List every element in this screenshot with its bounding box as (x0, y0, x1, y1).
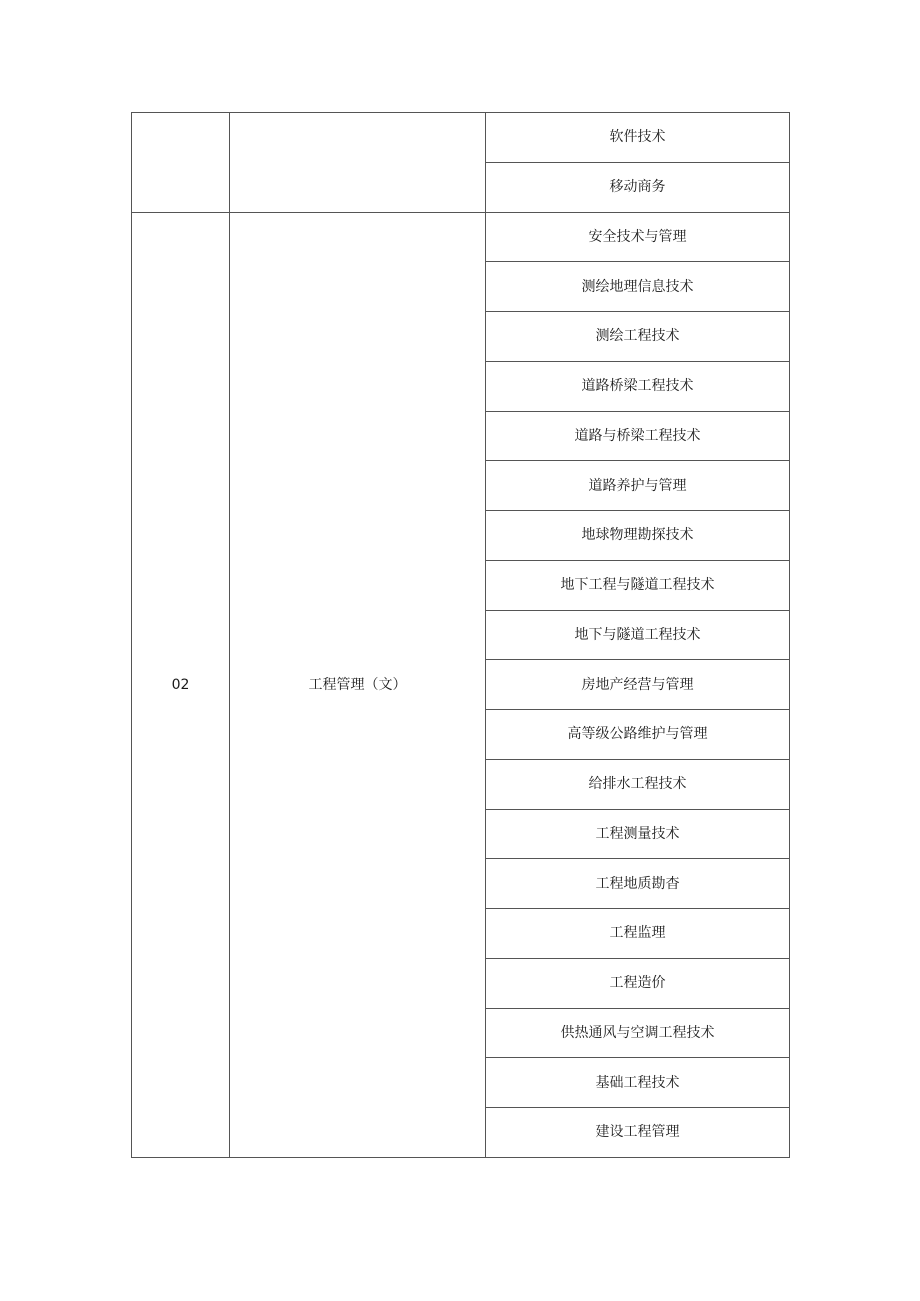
major-cell: 地下工程与隧道工程技术 (486, 560, 790, 610)
major-cell: 工程测量技术 (486, 809, 790, 859)
major-cell: 房地产经营与管理 (486, 660, 790, 710)
group-code-cell: 02 (132, 212, 230, 1157)
major-cell: 道路桥梁工程技术 (486, 361, 790, 411)
major-cell: 地下与隧道工程技术 (486, 610, 790, 660)
major-cell: 高等级公路维护与管理 (486, 710, 790, 760)
group-code-cell (132, 113, 230, 213)
group-name-cell (230, 113, 486, 213)
major-cell: 给排水工程技术 (486, 759, 790, 809)
table-row (132, 113, 790, 163)
major-cell: 基础工程技术 (486, 1058, 790, 1108)
major-cell: 工程造价 (486, 958, 790, 1008)
major-cell: 安全技术与管理 (486, 212, 790, 262)
major-cell: 道路养护与管理 (486, 461, 790, 511)
major-cell: 软件技术 (486, 113, 790, 163)
table-row (132, 212, 790, 262)
major-cell: 建设工程管理 (486, 1108, 790, 1158)
major-cell: 供热通风与空调工程技术 (486, 1008, 790, 1058)
major-cell: 地球物理勘探技术 (486, 511, 790, 561)
major-table-body (132, 113, 790, 1158)
group-name-cell: 工程管理（文） (230, 212, 486, 1157)
major-cell: 工程地质勘杳 (486, 859, 790, 909)
major-cell: 道路与桥梁工程技术 (486, 411, 790, 461)
major-cell: 工程监理 (486, 909, 790, 959)
major-cell: 移动商务 (486, 162, 790, 212)
major-table (131, 112, 790, 1158)
major-cell: 测绘地理信息技术 (486, 262, 790, 312)
major-cell: 测绘工程技术 (486, 312, 790, 362)
